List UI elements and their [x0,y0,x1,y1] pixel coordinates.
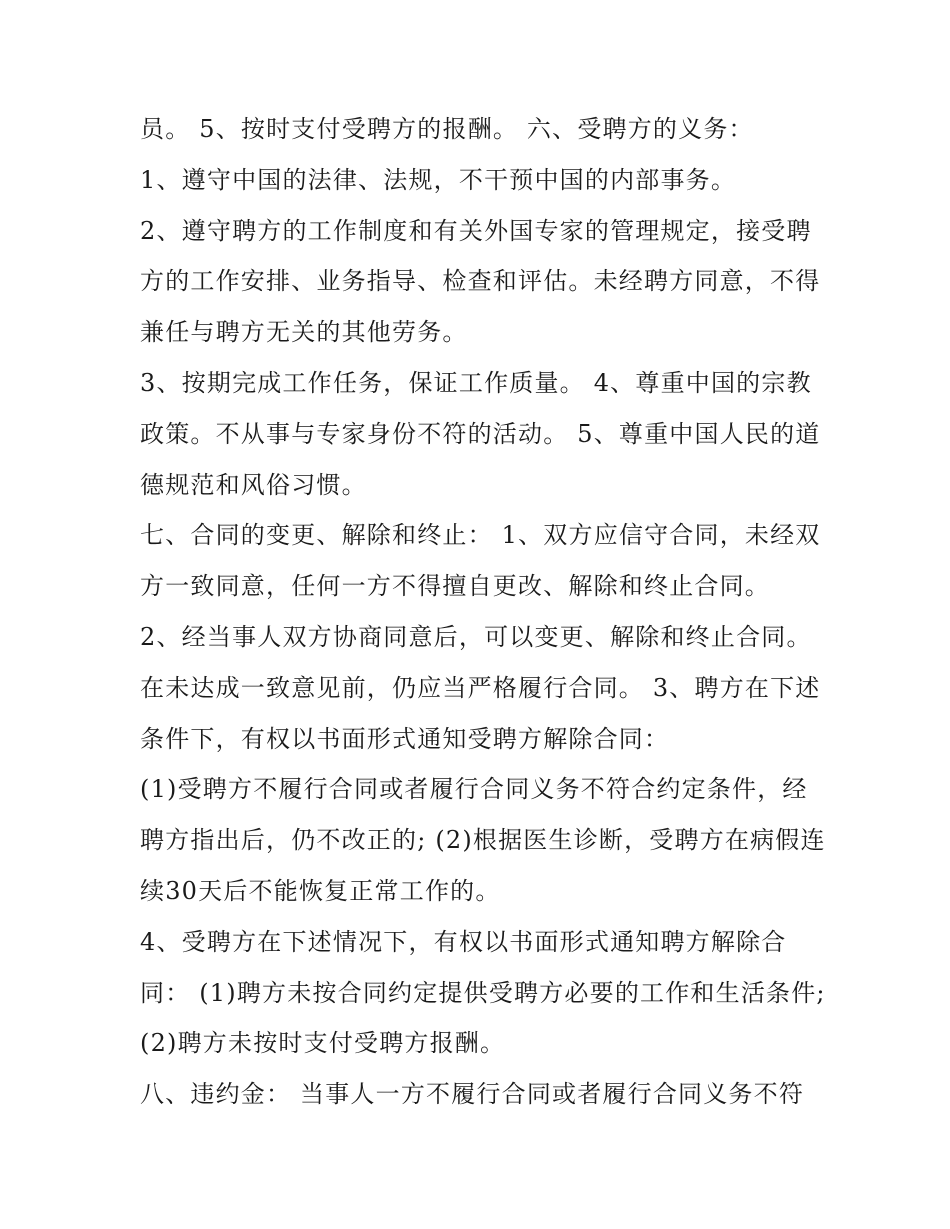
text-line-12: 在未达成一致意见前，仍应当严格履行合同。 3、聘方在下述 [140,673,821,702]
text-line-15: 聘方指出后，仍不改正的; (2)根据医生诊断，受聘方在病假连 [140,826,826,855]
text-line-19: (2)聘方未按时支付受聘方报酬。 [140,1029,506,1058]
text-line-6: 3、按期完成工作任务，保证工作质量。 4、尊重中国的宗教 [140,368,812,397]
text-line-17: 4、受聘方在下述情况下，有权以书面形式通知聘方解除合 [140,927,787,956]
text-line-11: 2、经当事人双方协商同意后，可以变更、解除和终止合同。 [140,622,812,651]
text-line-4: 方的工作安排、业务指导、检查和评估。未经聘方同意，不得 [140,267,821,296]
text-line-18: 同： (1)聘方未按合同约定提供受聘方必要的工作和生活条件; [140,978,826,1007]
text-line-1: 员。 5、按时支付受聘方的报酬。 六、受聘方的义务： [140,115,754,143]
text-line-2: 1、遵守中国的法律、法规，不干预中国的内部事务。 [140,165,737,194]
contract-text-body [140,104,830,1120]
text-line-3: 2、遵守聘方的工作制度和有关外国专家的管理规定，接受聘 [140,216,812,245]
text-line-10: 方一致同意，任何一方不得擅自更改、解除和终止合同。 [140,572,770,601]
text-line-14: (1)受聘方不履行合同或者履行合同义务不符合约定条件，经 [140,775,808,804]
text-line-20: 八、违约金： 当事人一方不履行合同或者履行合同义务不符 [140,1080,805,1109]
text-line-16: 续30天后不能恢复正常工作的。 [140,876,501,905]
text-line-7: 政策。不从事与专家身份不符的活动。 5、尊重中国人民的道 [140,419,821,448]
text-line-13: 条件下，有权以书面形式通知受聘方解除合同： [140,724,670,753]
text-line-5: 兼任与聘方无关的其他劳务。 [140,318,468,347]
text-line-9: 七、合同的变更、解除和终止： 1、双方应信守合同，未经双 [140,521,821,550]
text-line-8: 德规范和风俗习惯。 [140,470,367,499]
